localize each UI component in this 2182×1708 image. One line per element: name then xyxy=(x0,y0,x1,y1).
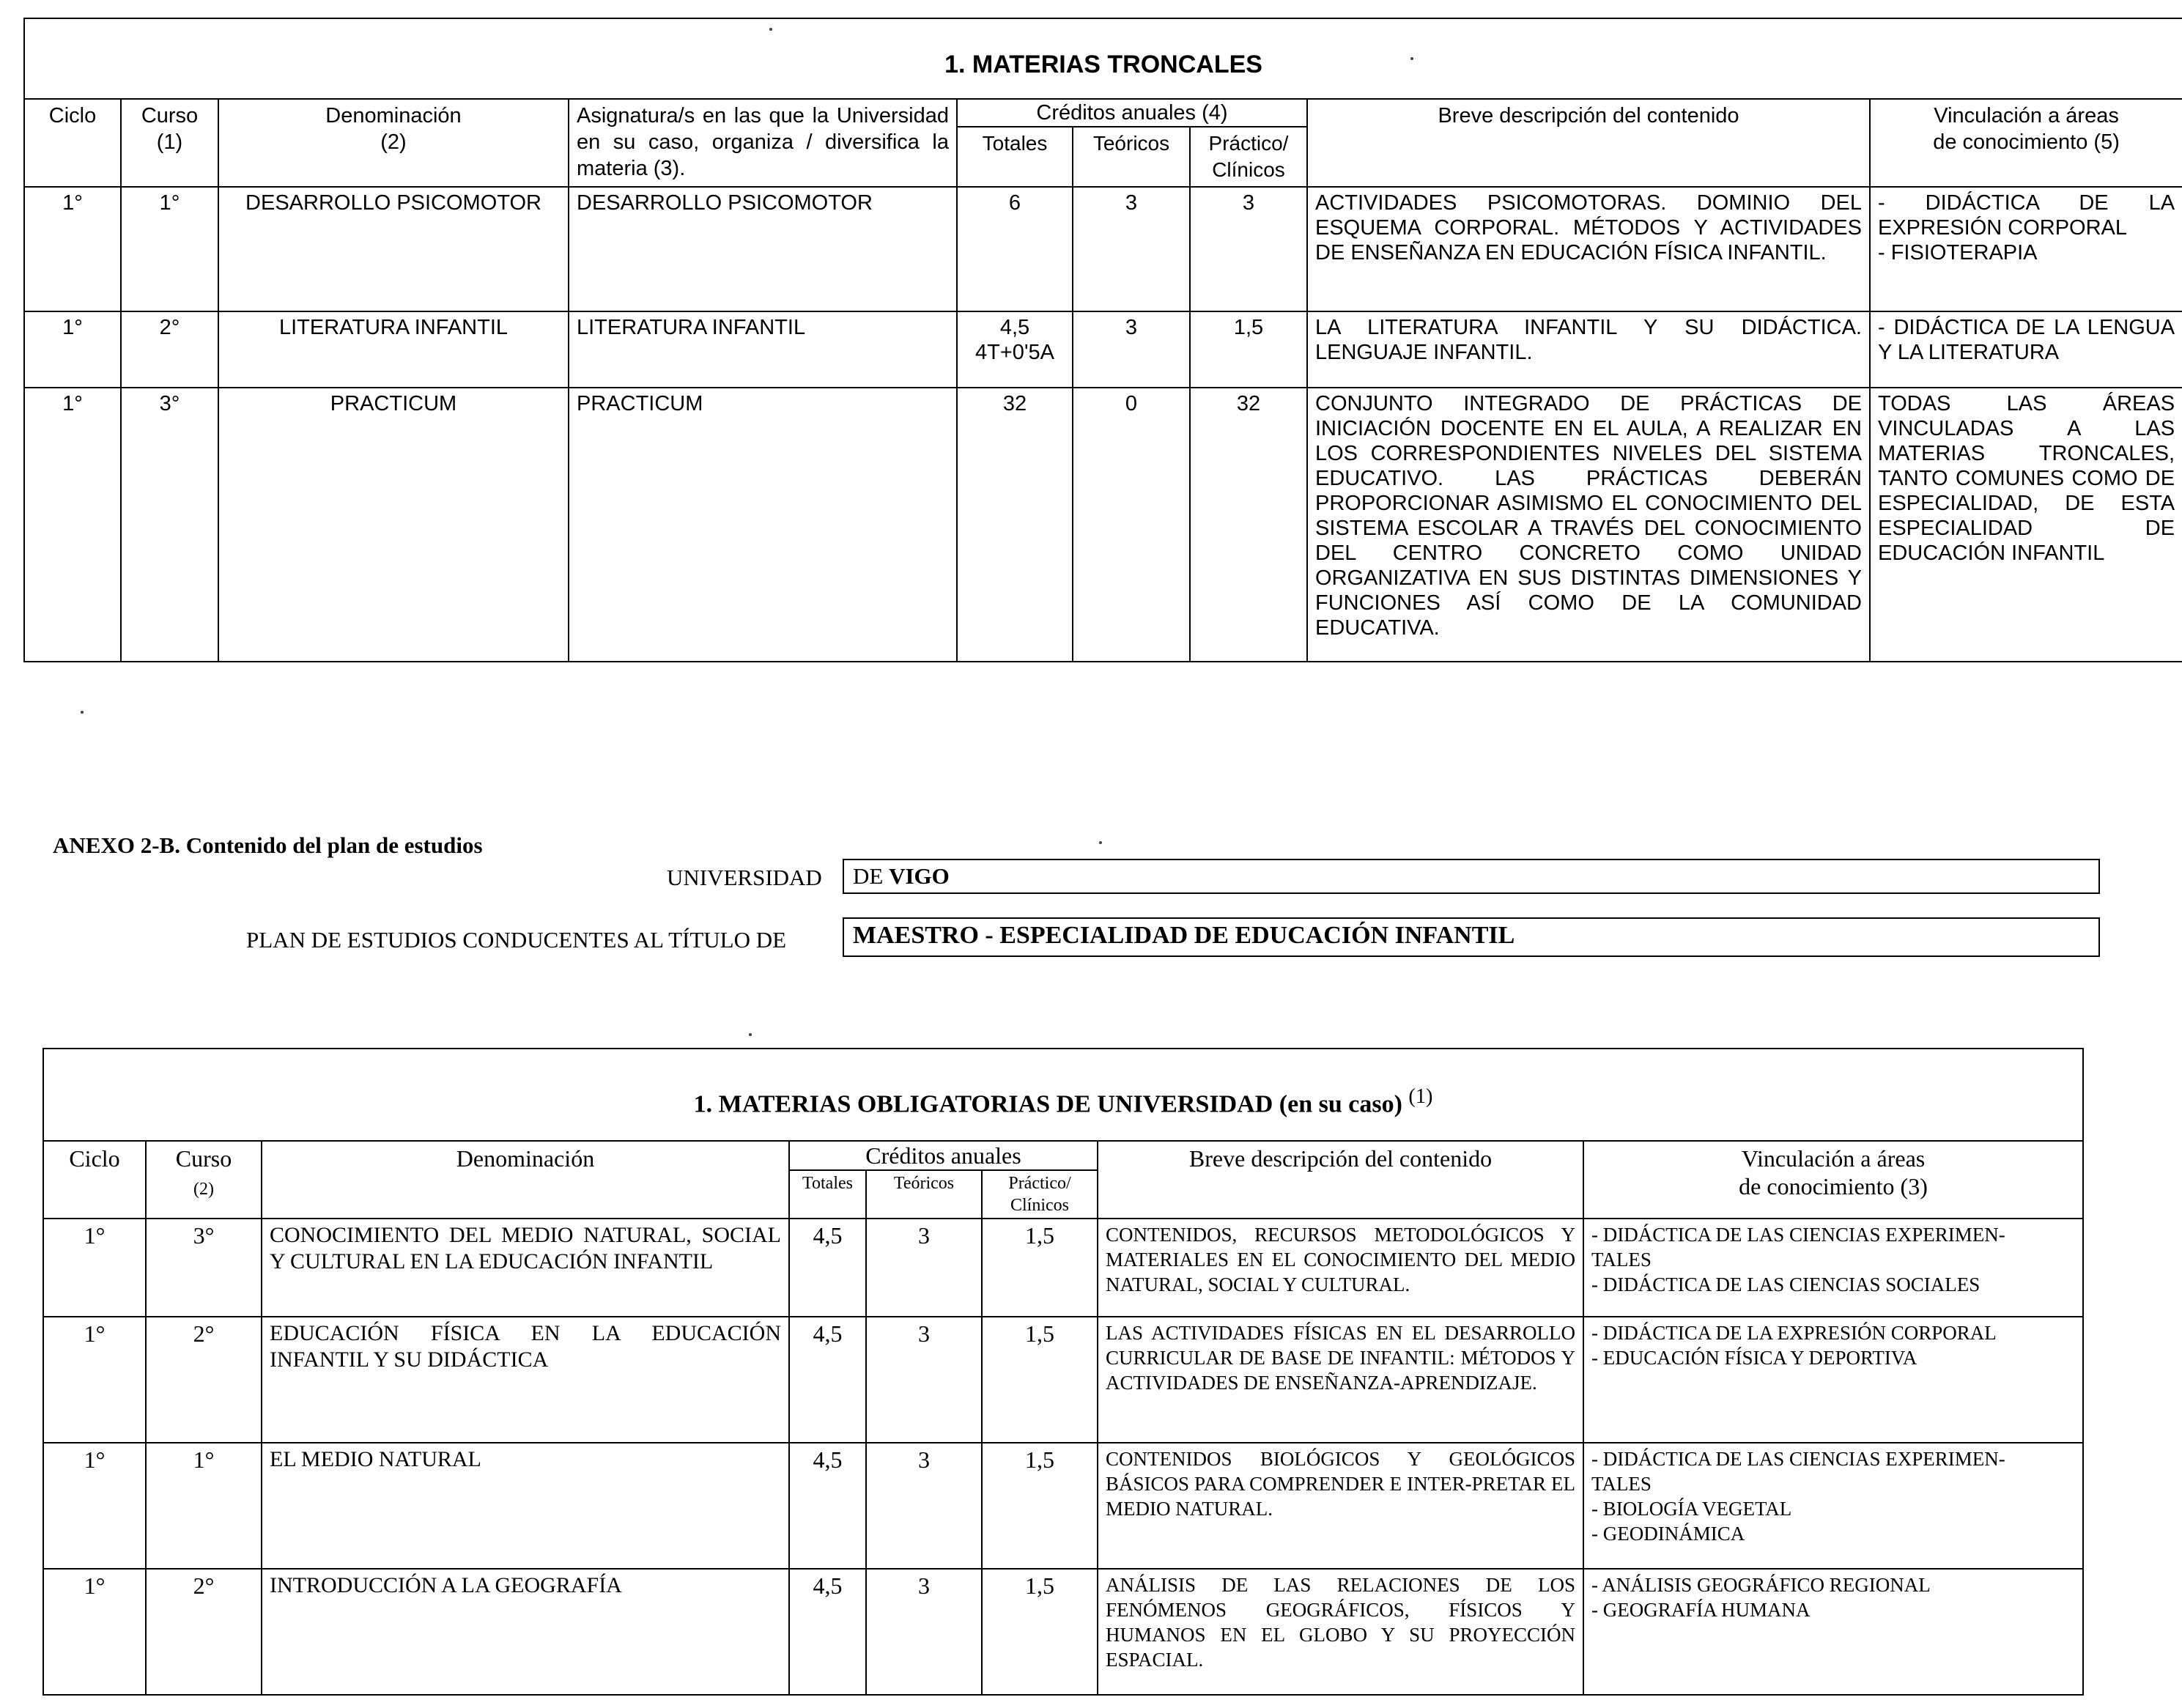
cell-denominacion: DESARROLLO PSICOMOTOR xyxy=(218,187,569,311)
plan-label: PLAN DE ESTUDIOS CONDUCENTES AL TÍTULO DE xyxy=(246,927,787,953)
cell-descripcion: CONTENIDOS BIOLÓGICOS Y GEOLÓGICOS BÁSICOS PARA COMPRENDER E INTER-PRETAR EL MEDIO NATURAL. xyxy=(1098,1443,1583,1569)
cell-teoricos: 3 xyxy=(866,1443,982,1569)
obligatorias-table xyxy=(42,1048,2082,1696)
obligatorias-title-main: 1. MATERIAS OBLIGATORIAS DE UNIVERSIDAD xyxy=(693,1090,1273,1118)
cell-totales: 4,5 4T+0'5A xyxy=(957,311,1073,388)
header-totales: Totales xyxy=(789,1170,866,1219)
universidad-field xyxy=(843,859,2100,894)
cell-curso: 3° xyxy=(121,388,218,662)
cell-teoricos: 3 xyxy=(866,1317,982,1443)
cell-curso: 3° xyxy=(146,1219,262,1317)
cell-curso: 2° xyxy=(146,1317,262,1443)
header-curso xyxy=(146,1141,262,1219)
cell-denominacion: EL MEDIO NATURAL xyxy=(262,1443,789,1569)
table-row xyxy=(24,388,2182,662)
table-row xyxy=(43,1569,2083,1695)
header-curso-label: Curso xyxy=(175,1145,232,1172)
cell-totales: 6 xyxy=(957,187,1073,311)
table-row xyxy=(24,187,2182,311)
header-ciclo: Ciclo xyxy=(24,99,121,187)
header-teoricos: Teóricos xyxy=(866,1170,982,1219)
cell-descripcion: LAS ACTIVIDADES FÍSICAS EN EL DESARROLLO CURRICULAR DE BASE DE INFANTIL: MÉTODOS Y ACTIVIDADES DE ENSEÑANZA-APRENDIZAJE. xyxy=(1098,1317,1583,1443)
cell-teoricos: 3 xyxy=(866,1219,982,1317)
cell-denominacion: INTRODUCCIÓN A LA GEOGRAFÍA xyxy=(262,1569,789,1695)
universidad-value: VIGO xyxy=(889,863,950,889)
header-creditos: Créditos anuales xyxy=(789,1141,1098,1170)
cell-asignatura: PRACTICUM xyxy=(569,388,957,662)
header-denominacion: Denominación xyxy=(262,1141,789,1219)
anexo-title: ANEXO 2-B. Contenido del plan de estudios xyxy=(53,832,483,858)
cell-practicos: 1,5 xyxy=(982,1443,1098,1569)
cell-totales: 32 xyxy=(957,388,1073,662)
cell-practicos: 1,5 xyxy=(982,1219,1098,1317)
header-ciclo: Ciclo xyxy=(43,1141,146,1219)
obligatorias-title-rest: (en su caso) xyxy=(1273,1090,1409,1118)
cell-totales: 4,5 xyxy=(789,1317,866,1443)
header-teoricos: Teóricos xyxy=(1073,127,1190,187)
cell-ciclo: 1° xyxy=(24,187,121,311)
scan-speck xyxy=(769,28,772,31)
cell-teoricos: 3 xyxy=(1073,311,1190,388)
header-curso: Curso (1) xyxy=(121,99,218,187)
header-creditos: Créditos anuales (4) xyxy=(957,99,1307,127)
obligatorias-title xyxy=(43,1049,2083,1141)
cell-totales: 4,5 xyxy=(789,1443,866,1569)
universidad-label: UNIVERSIDAD xyxy=(667,865,822,890)
header-asignatura: Asignatura/s en las que la Universidad en su caso, organiza / diversifica la materia (3). xyxy=(569,99,957,187)
cell-descripcion: ACTIVIDADES PSICOMOTORAS. DOMINIO DEL ESQUEMA CORPORAL. MÉTODOS Y ACTIVIDADES DE ENSEÑANZA EN EDUCACIÓN FÍSICA INFANTIL. xyxy=(1307,187,1870,311)
cell-practicos: 3 xyxy=(1190,187,1307,311)
table-row xyxy=(43,1317,2083,1443)
cell-asignatura: DESARROLLO PSICOMOTOR xyxy=(569,187,957,311)
troncales-table xyxy=(23,18,2182,662)
cell-ciclo: 1° xyxy=(43,1219,146,1317)
cell-descripcion: ANÁLISIS DE LAS RELACIONES DE LOS FENÓMENOS GEOGRÁFICOS, FÍSICOS Y HUMANOS EN EL GLOBO Y SU PROYECCIÓN ESPACIAL. xyxy=(1098,1569,1583,1695)
table-row xyxy=(43,1219,2083,1317)
header-descripcion: Breve descripción del contenido xyxy=(1098,1141,1583,1219)
cell-vinculacion: - DIDÁCTICA DE LAS CIENCIAS EXPERIMEN- TALES - DIDÁCTICA DE LAS CIENCIAS SOCIALES xyxy=(1583,1219,2083,1317)
cell-practicos: 1,5 xyxy=(982,1317,1098,1443)
header-vinculacion: Vinculación a áreas de conocimiento (3) xyxy=(1583,1141,2083,1219)
cell-ciclo: 1° xyxy=(43,1317,146,1443)
header-vinculacion: Vinculación a áreas de conocimiento (5) xyxy=(1870,99,2182,187)
cell-practicos: 32 xyxy=(1190,388,1307,662)
cell-ciclo: 1° xyxy=(43,1443,146,1569)
cell-practicos: 1,5 xyxy=(982,1569,1098,1695)
cell-practicos: 1,5 xyxy=(1190,311,1307,388)
scan-speck xyxy=(1099,841,1102,844)
cell-curso: 2° xyxy=(121,311,218,388)
cell-descripcion: CONJUNTO INTEGRADO DE PRÁCTICAS DE INICIACIÓN DOCENTE EN EL AULA, A REALIZAR EN LOS CORRESPONDIENTES NIVELES DEL SISTEMA EDUCATIVO. LAS PRÁCTICAS DEBERÁN PROPORCIONAR ASIMISMO EL CONOCIMIENTO DEL SISTEMA ESCOLAR A TRAVÉS DEL CONOCIMIENTO DEL CENTRO CONCRETO COMO UNIDAD ORGANIZATIVA EN SUS DISTINTAS DIMENSIONES Y FUNCIONES ASÍ COMO DE LA COMUNIDAD EDUCATIVA. xyxy=(1307,388,1870,662)
cell-teoricos: 3 xyxy=(1073,187,1190,311)
cell-vinculacion: - ANÁLISIS GEOGRÁFICO REGIONAL - GEOGRAFÍA HUMANA xyxy=(1583,1569,2083,1695)
scan-speck xyxy=(749,1033,752,1036)
cell-curso: 1° xyxy=(121,187,218,311)
table-row xyxy=(43,1443,2083,1569)
cell-asignatura: LITERATURA INFANTIL xyxy=(569,311,957,388)
cell-teoricos: 0 xyxy=(1073,388,1190,662)
header-practicos: Práctico/ Clínicos xyxy=(982,1170,1098,1219)
troncales-title: 1. MATERIAS TRONCALES xyxy=(24,18,2182,99)
cell-denominacion: EDUCACIÓN FÍSICA EN LA EDUCACIÓN INFANTIL Y SU DIDÁCTICA xyxy=(262,1317,789,1443)
scan-speck xyxy=(81,711,84,714)
cell-vinculacion: TODAS LAS ÁREAS VINCULADAS A LAS MATERIAS TRONCALES, TANTO COMUNES COMO DE ESPECIALIDAD, DE ESTA ESPECIALIDAD DE EDUCACIÓN INFANTIL xyxy=(1870,388,2182,662)
cell-denominacion: CONOCIMIENTO DEL MEDIO NATURAL, SOCIAL Y CULTURAL EN LA EDUCACIÓN INFANTIL xyxy=(262,1219,789,1317)
cell-denominacion: PRACTICUM xyxy=(218,388,569,662)
cell-vinculacion: - DIDÁCTICA DE LA EXPRESIÓN CORPORAL - FISIOTERAPIA xyxy=(1870,187,2182,311)
cell-ciclo: 1° xyxy=(43,1569,146,1695)
cell-vinculacion: - DIDÁCTICA DE LAS CIENCIAS EXPERIMEN- TALES - BIOLOGÍA VEGETAL - GEODINÁMICA xyxy=(1583,1443,2083,1569)
header-denominacion: Denominación (2) xyxy=(218,99,569,187)
universidad-prefix: DE xyxy=(853,863,890,889)
header-curso-note: (2) xyxy=(193,1180,214,1199)
cell-teoricos: 3 xyxy=(866,1569,982,1695)
scan-speck xyxy=(1410,57,1413,60)
cell-ciclo: 1° xyxy=(24,388,121,662)
cell-vinculacion: - DIDÁCTICA DE LA EXPRESIÓN CORPORAL - EDUCACIÓN FÍSICA Y DEPORTIVA xyxy=(1583,1317,2083,1443)
table-row xyxy=(24,311,2182,388)
cell-totales: 4,5 xyxy=(789,1219,866,1317)
cell-denominacion: LITERATURA INFANTIL xyxy=(218,311,569,388)
cell-descripcion: CONTENIDOS, RECURSOS METODOLÓGICOS Y MATERIALES EN EL CONOCIMIENTO DEL MEDIO NATURAL, SOCIAL Y CULTURAL. xyxy=(1098,1219,1583,1317)
plan-field: MAESTRO - ESPECIALIDAD DE EDUCACIÓN INFANTIL xyxy=(843,917,2100,957)
cell-vinculacion: - DIDÁCTICA DE LA LENGUA Y LA LITERATURA xyxy=(1870,311,2182,388)
cell-descripcion: LA LITERATURA INFANTIL Y SU DIDÁCTICA. LENGUAJE INFANTIL. xyxy=(1307,311,1870,388)
header-descripcion: Breve descripción del contenido xyxy=(1307,99,1870,187)
cell-curso: 2° xyxy=(146,1569,262,1695)
cell-curso: 1° xyxy=(146,1443,262,1569)
header-totales: Totales xyxy=(957,127,1073,187)
obligatorias-title-note: (1) xyxy=(1408,1084,1433,1108)
header-practicos: Práctico/ Clínicos xyxy=(1190,127,1307,187)
cell-totales: 4,5 xyxy=(789,1569,866,1695)
cell-ciclo: 1° xyxy=(24,311,121,388)
